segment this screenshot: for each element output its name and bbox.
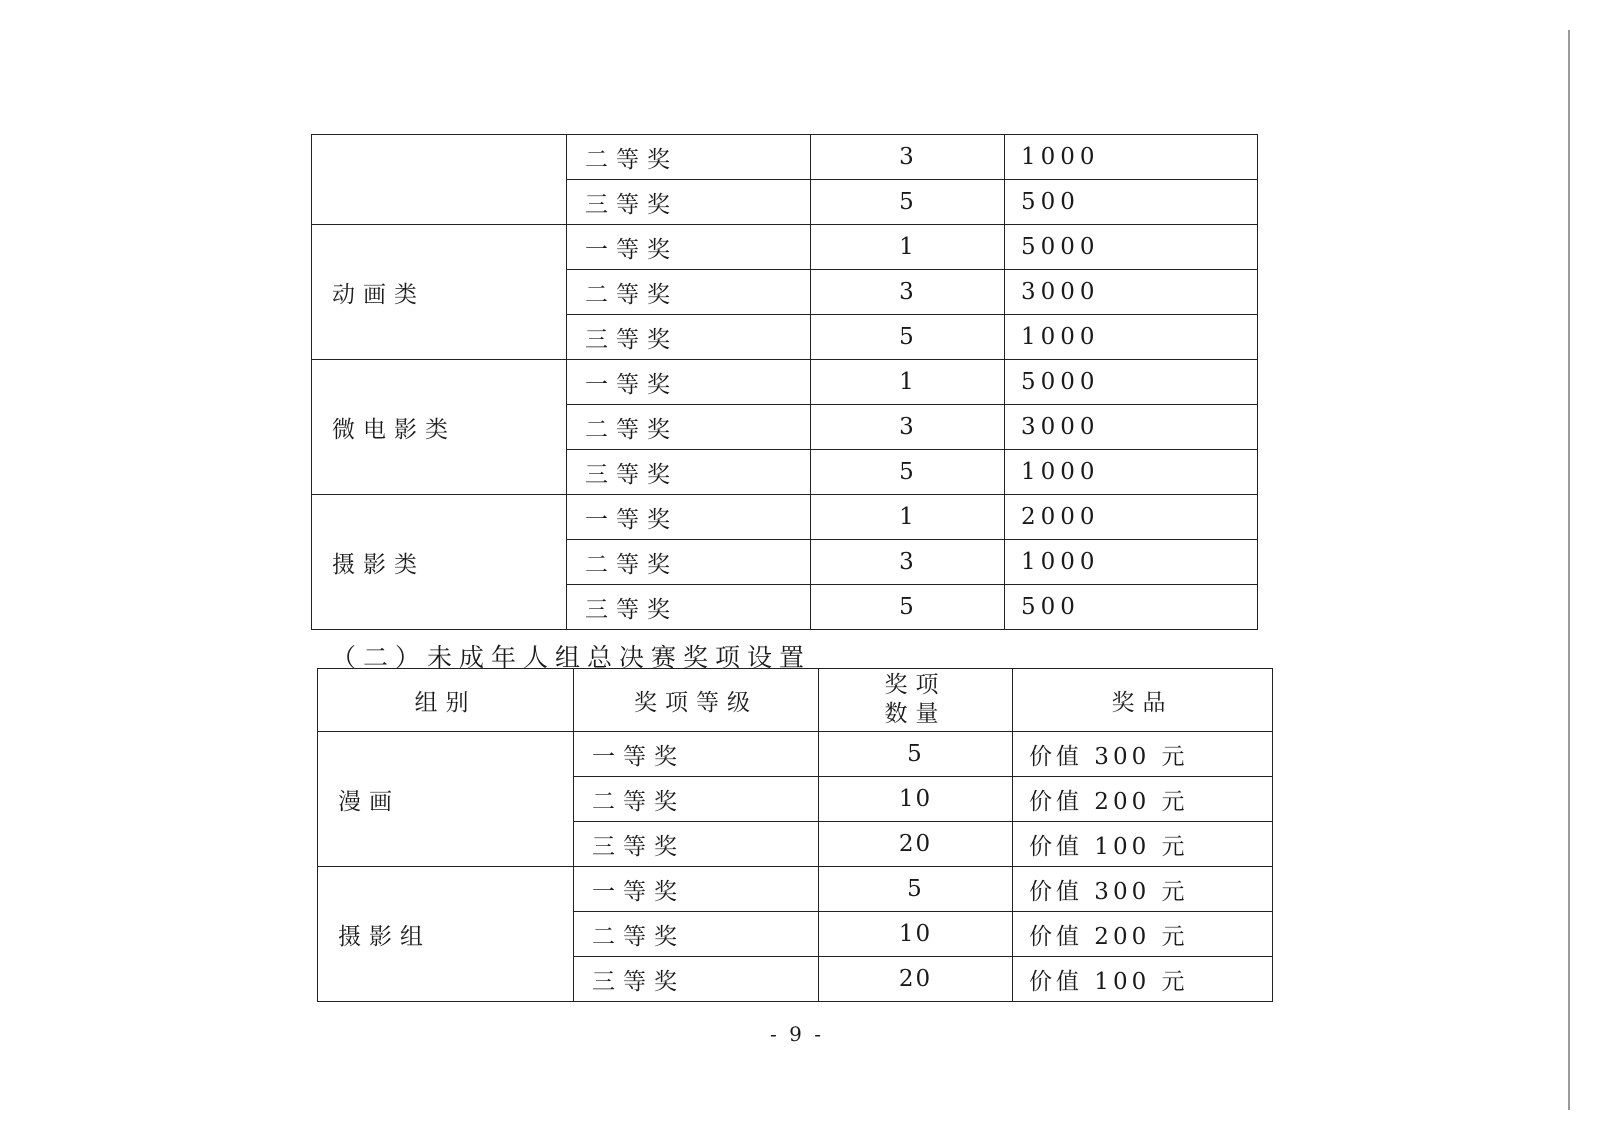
- prize-cell: 价值 100 元: [1013, 822, 1273, 867]
- prize-cell: 价值 200 元: [1013, 912, 1273, 957]
- group-cell: [312, 135, 567, 225]
- prize-table-continued: [311, 134, 1258, 630]
- count-cell: 20: [819, 822, 1013, 867]
- prize-cell: 价值 100 元: [1013, 957, 1273, 1002]
- amount-cell: 5000: [1005, 360, 1258, 405]
- count-cell: 1: [811, 360, 1005, 405]
- count-cell: 5: [819, 867, 1013, 912]
- level-cell: 二等奖: [567, 405, 811, 450]
- header-prize: 奖品: [1013, 669, 1273, 732]
- level-cell: 一等奖: [574, 867, 819, 912]
- header-count-line1: 奖项: [884, 672, 947, 698]
- header-group: 组别: [318, 669, 574, 732]
- count-cell: 20: [819, 957, 1013, 1002]
- amount-cell: 3000: [1005, 405, 1258, 450]
- amount-cell: 1000: [1005, 135, 1258, 180]
- level-cell: 三等奖: [567, 315, 811, 360]
- group-cell: 漫画: [318, 732, 574, 867]
- level-cell: 三等奖: [574, 957, 819, 1002]
- level-cell: 三等奖: [574, 822, 819, 867]
- section-heading: （二）未成年人组总决赛奖项设置: [331, 643, 812, 672]
- amount-cell: 5000: [1005, 225, 1258, 270]
- amount-cell: 500: [1005, 585, 1258, 630]
- table-header-row: [318, 669, 1273, 732]
- amount-cell: 1000: [1005, 315, 1258, 360]
- level-cell: 三等奖: [567, 450, 811, 495]
- count-cell: 5: [811, 585, 1005, 630]
- level-cell: 一等奖: [567, 495, 811, 540]
- table-row: [312, 225, 1258, 270]
- level-cell: 一等奖: [567, 360, 811, 405]
- table-row: [312, 135, 1258, 180]
- prize-cell: 价值 300 元: [1013, 867, 1273, 912]
- level-cell: 二等奖: [574, 777, 819, 822]
- table-row: [312, 360, 1258, 405]
- header-count-line2: 数量: [884, 701, 947, 727]
- level-cell: 一等奖: [574, 732, 819, 777]
- count-cell: 5: [819, 732, 1013, 777]
- level-cell: 三等奖: [567, 180, 811, 225]
- amount-cell: 3000: [1005, 270, 1258, 315]
- group-cell: 摄影组: [318, 867, 574, 1002]
- count-cell: 3: [811, 135, 1005, 180]
- count-cell: 5: [811, 180, 1005, 225]
- level-cell: 一等奖: [567, 225, 811, 270]
- count-cell: 10: [819, 912, 1013, 957]
- prize-cell: 价值 200 元: [1013, 777, 1273, 822]
- level-cell: 二等奖: [574, 912, 819, 957]
- level-cell: 三等奖: [567, 585, 811, 630]
- amount-cell: 500: [1005, 180, 1258, 225]
- count-cell: 1: [811, 495, 1005, 540]
- count-cell: 3: [811, 270, 1005, 315]
- table-row: [318, 732, 1273, 777]
- amount-cell: 1000: [1005, 540, 1258, 585]
- amount-cell: 1000: [1005, 450, 1258, 495]
- level-cell: 二等奖: [567, 135, 811, 180]
- group-cell: 摄影类: [312, 495, 567, 630]
- level-cell: 二等奖: [567, 270, 811, 315]
- count-cell: 5: [811, 315, 1005, 360]
- count-cell: 5: [811, 450, 1005, 495]
- page-edge-line: [1568, 30, 1570, 1110]
- count-cell: 3: [811, 405, 1005, 450]
- prize-cell: 价值 300 元: [1013, 732, 1273, 777]
- count-cell: 10: [819, 777, 1013, 822]
- header-level: 奖项等级: [574, 669, 819, 732]
- level-cell: 二等奖: [567, 540, 811, 585]
- table-row: [318, 867, 1273, 912]
- group-cell: 动画类: [312, 225, 567, 360]
- group-cell: 微电影类: [312, 360, 567, 495]
- table-row: [312, 495, 1258, 540]
- minor-group-prize-table: [317, 668, 1273, 1002]
- header-count: [819, 669, 1013, 732]
- count-cell: 3: [811, 540, 1005, 585]
- count-cell: 1: [811, 225, 1005, 270]
- amount-cell: 2000: [1005, 495, 1258, 540]
- page-number: - 9 -: [770, 1022, 824, 1046]
